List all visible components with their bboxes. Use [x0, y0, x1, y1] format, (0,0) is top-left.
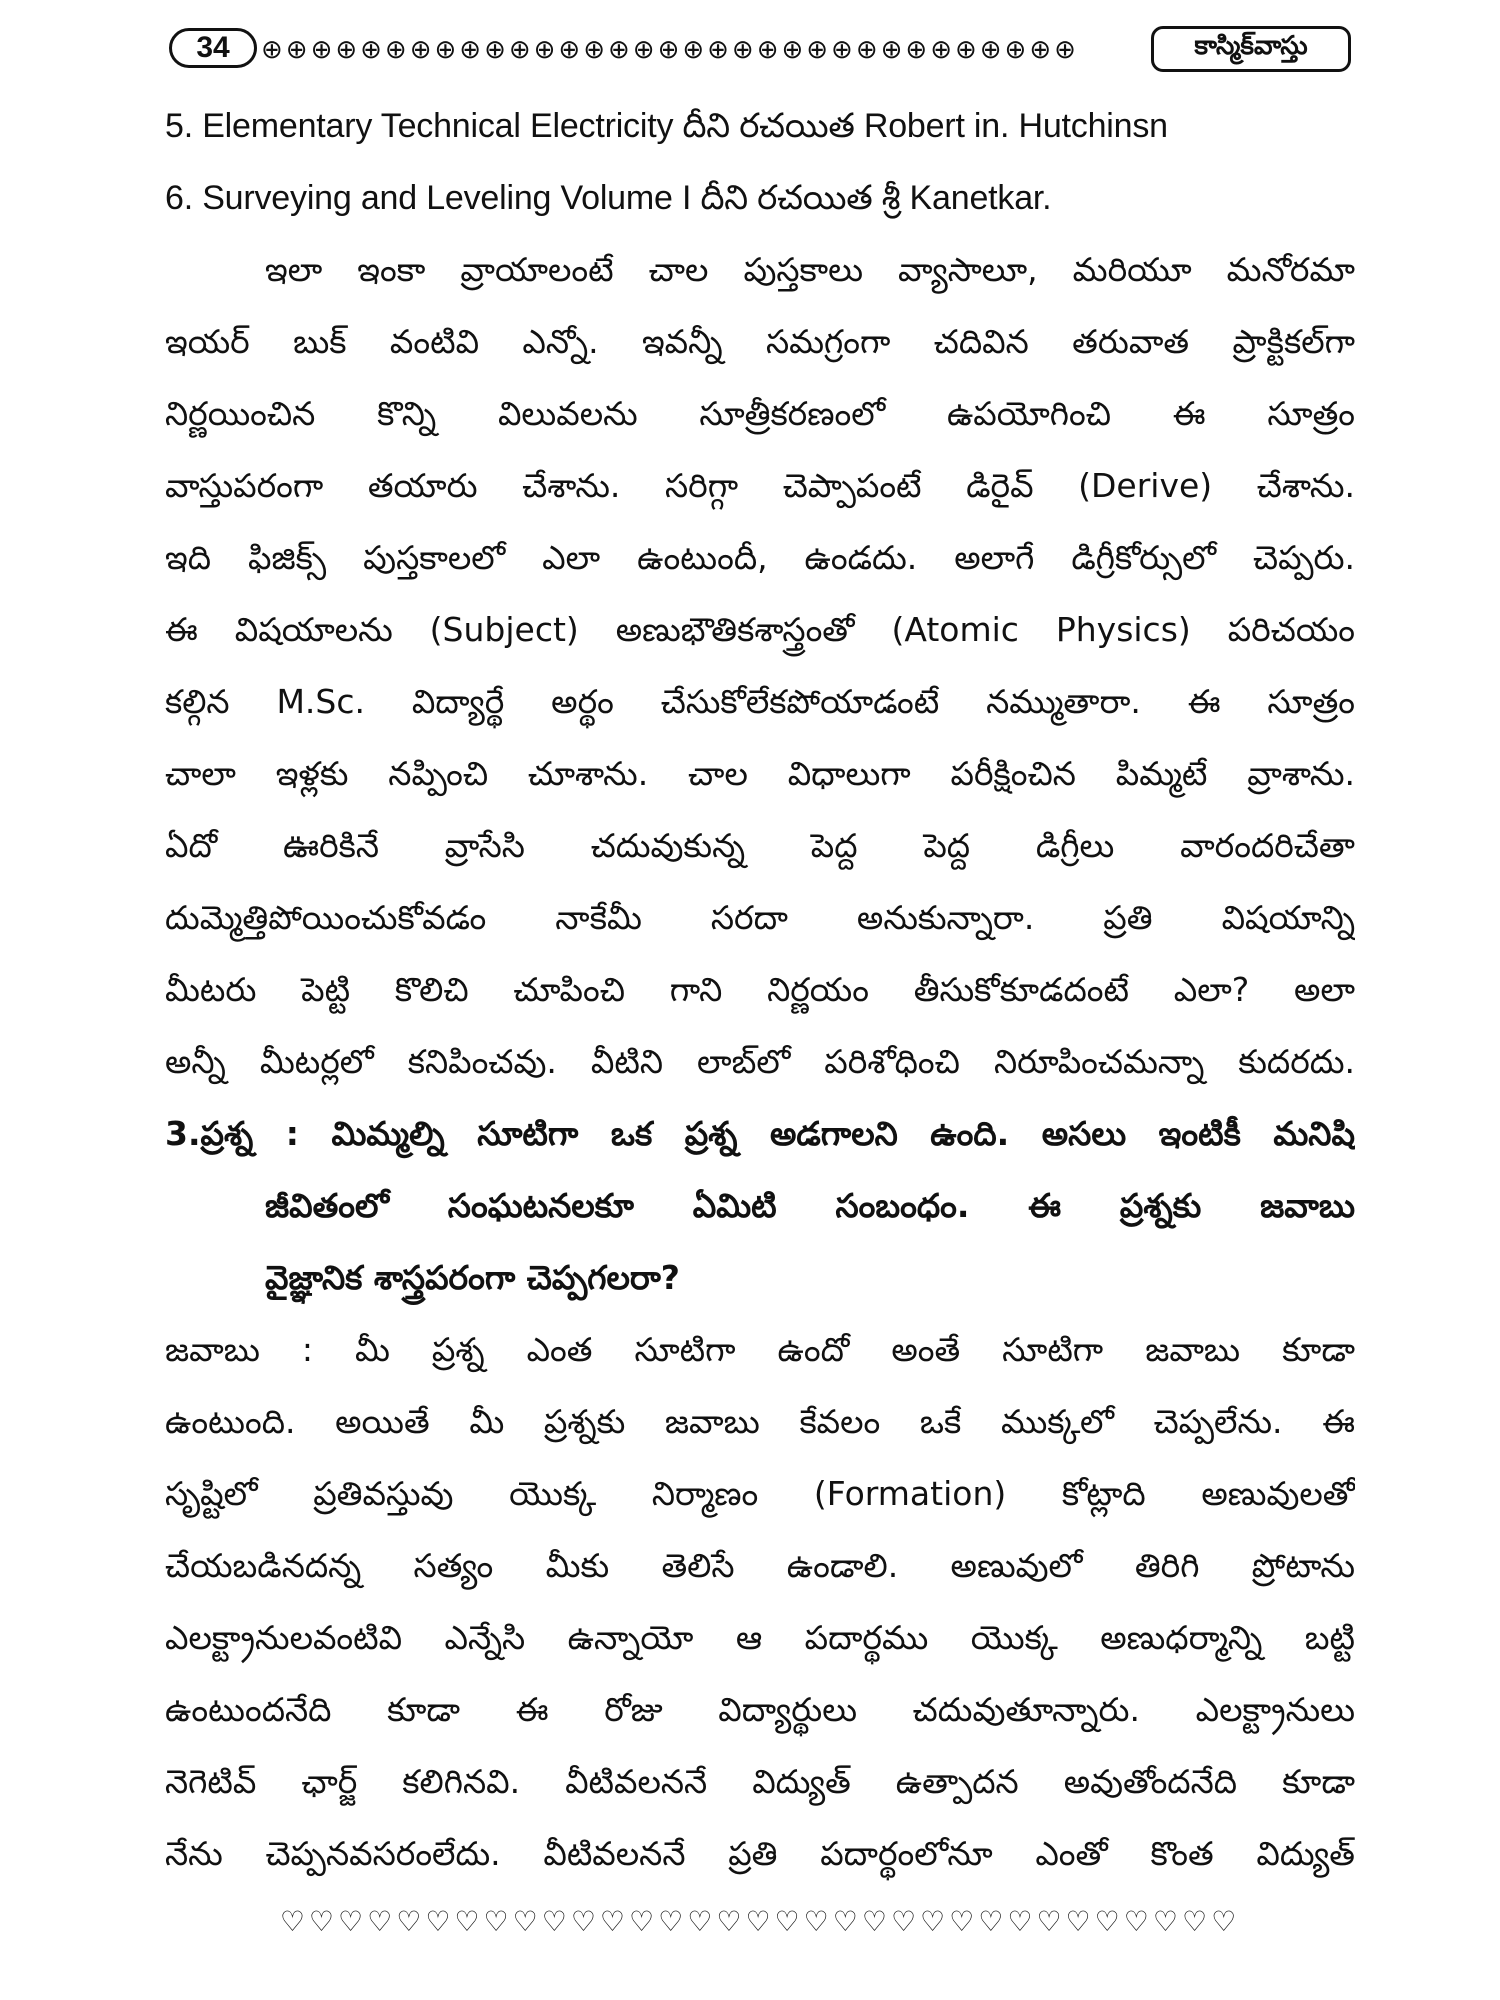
page-number: 34: [169, 28, 257, 68]
page-header: [165, 20, 1355, 80]
text-line: చాలా ఇళ్లకు నప్పించి చూశాను. చాల విధాలుగా పరీక్షించిన పిమ్మటే వ్రాశాను.: [165, 754, 1355, 793]
text-line: 6. Surveying and Leveling Volume I దీని రచయిత శ్రీ Kanetkar.: [165, 179, 1052, 217]
text-line: ఉంటుంది. అయితే మీ ప్రశ్నకు జవాబు కేవలం ఒకే ముక్కలో చెప్పలేను. ఈ: [165, 1402, 1355, 1441]
text-line: ఉంటుందనేది కూడా ఈ రోజు విద్యార్థులు చదువుతూన్నారు. ఎలక్ట్రానులు: [165, 1690, 1355, 1729]
text-line: ఇలా ఇంకా వ్రాయాలంటే చాల పుస్తకాలు వ్యాసాలూ, మరియూ మనోరమా: [265, 250, 1355, 289]
text-line: కల్గిన M.Sc. విద్యార్థే అర్థం చేసుకోలేకపోయాడంటే నమ్ముతారా. ఈ సూత్రం: [165, 682, 1355, 721]
text-line: 5. Elementary Technical Electricity దీని రచయిత Robert in. Hutchinsn: [165, 107, 1168, 145]
text-line: ఎలక్ట్రానులవంటివి ఎన్నేసి ఉన్నాయో ఆ పదార్థము యొక్క అణుధర్మాన్ని బట్టి: [165, 1618, 1355, 1657]
text-line: నిర్ణయించిన కొన్ని విలువలను సూత్రీకరణంలో ఉపయోగించి ఈ సూత్రం: [165, 394, 1355, 433]
text-line: నేను చెప్పనవసరంలేదు. వీటివలననే ప్రతి పదార్థంలోనూ ఎంతో కొంత విద్యుత్: [165, 1834, 1355, 1873]
text-line: ఇది ఫిజిక్స్ పుస్తకాలలో ఎలా ఉంటుందీ, ఉండదు. అలాగే డిగ్రీకోర్సులో చెప్పరు.: [165, 538, 1355, 577]
question-line: 3.ప్రశ్న : మిమ్మల్ని సూటిగా ఒక ప్రశ్న అడగాలని ఉంది. అసలు ఇంటికీ మనిషి: [165, 1114, 1355, 1153]
text-line: సృష్టిలో ప్రతివస్తువు యొక్క నిర్మాణం (Formation) కోట్లాది అణువులతో: [165, 1474, 1355, 1513]
text-line: ఏదో ఊరికినే వ్రాసేసి చదువుకున్న పెద్ద పెద్ద డిగ్రీలు వారందరిచేతా: [165, 826, 1355, 865]
question-line: వైజ్ఞానిక శాస్త్రపరంగా చెప్పగలరా?: [265, 1258, 680, 1297]
text-line: మీటరు పెట్టి కొలిచి చూపించి గాని నిర్ణయం తీసుకోకూడదంటే ఎలా? అలా: [165, 970, 1355, 1009]
text-line: ఇయర్ బుక్ వంటివి ఎన్నో. ఇవన్నీ సమగ్రంగా చదివిన తరువాత ప్రాక్టికల్‌గా: [165, 322, 1355, 361]
book-page: [165, 20, 1355, 1980]
text-line: దుమ్మెత్తిపోయించుకోవడం నాకేమీ సరదా అనుకున్నారా. ప్రతి విషయాన్ని: [165, 898, 1355, 937]
header-ornament: ⊕⊕⊕⊕⊕⊕⊕⊕⊕⊕⊕⊕⊕⊕⊕⊕⊕⊕⊕⊕⊕⊕⊕⊕⊕⊕⊕⊕⊕⊕⊕⊕⊕: [261, 35, 1079, 65]
page-body: [165, 90, 1355, 1890]
question-line: జీవితంలో సంఘటనలకూ ఏమిటి సంబంధం. ఈ ప్రశ్నకు జవాబు: [265, 1186, 1355, 1225]
footer-ornament: ♡♡♡♡♡♡♡♡♡♡♡♡♡♡♡♡♡♡♡♡♡♡♡♡♡♡♡♡♡♡♡♡♡: [279, 1905, 1241, 1938]
text-line: నెగెటివ్ ఛార్జ్ కలిగినవి. వీటివలననే విద్యుత్ ఉత్పాదన అవుతోందనేది కూడా: [165, 1762, 1355, 1801]
answer-line: జవాబు : మీ ప్రశ్న ఎంత సూటిగా ఉందో అంతే సూటిగా జవాబు కూడా: [165, 1330, 1355, 1369]
text-line: చేయబడినదన్న సత్యం మీకు తెలిసే ఉండాలి. అణువులో తిరిగి ప్రోటాను: [165, 1546, 1355, 1585]
text-line: వాస్తుపరంగా తయారు చేశాను. సరిగ్గా చెప్పాపంటే డిరైవ్ (Derive) చేశాను.: [165, 466, 1355, 505]
text-line: ఈ విషయాలను (Subject) అణుభౌతికశాస్త్రంతో (Atomic Physics) పరిచయం: [165, 610, 1355, 649]
book-title: కాస్మిక్‌వాస్తు: [1151, 26, 1351, 72]
text-line: అన్నీ మీటర్లలో కనిపించవు. వీటిని లాబ్‌లో పరిశోధించి నిరూపించమన్నా కుదరదు.: [165, 1042, 1355, 1081]
